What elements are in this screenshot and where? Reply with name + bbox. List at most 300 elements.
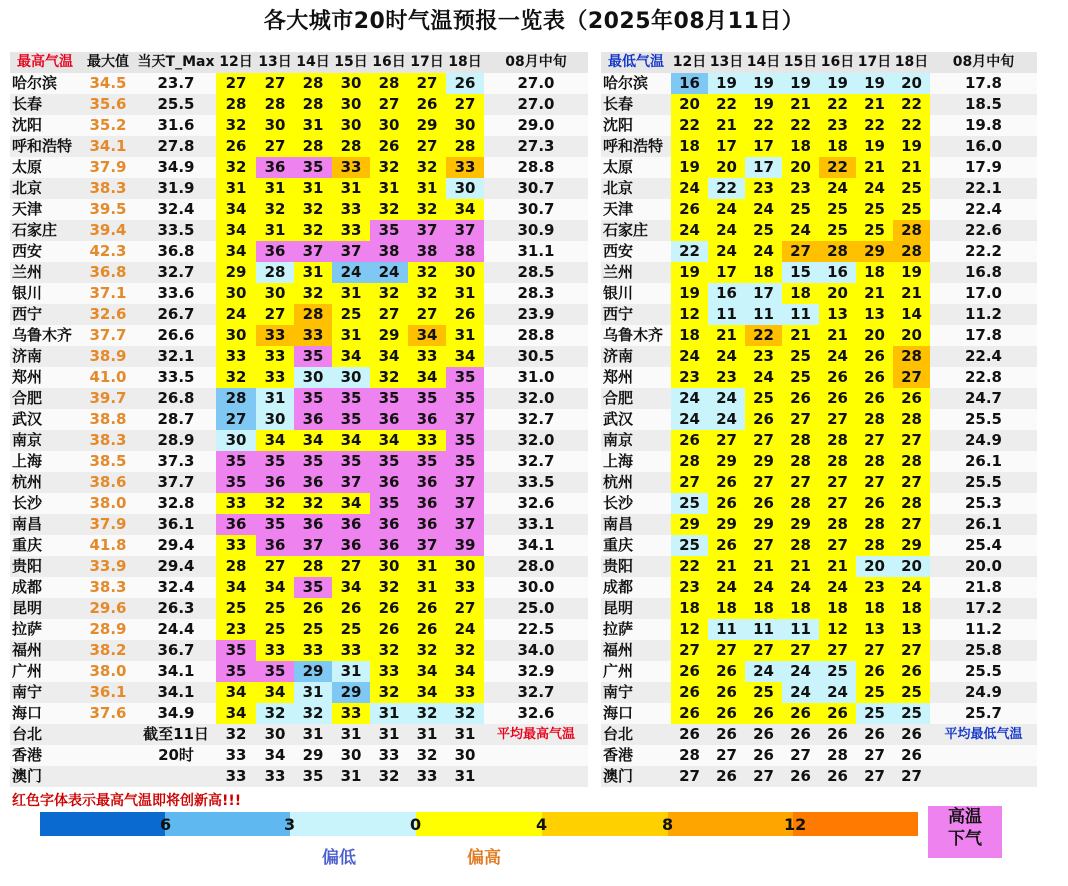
forecast-cell: 27 bbox=[216, 73, 256, 94]
forecast-cell: 23 bbox=[819, 115, 856, 136]
forecast-cell: 31 bbox=[370, 703, 408, 724]
table-row bbox=[601, 325, 1037, 346]
city-name: 哈尔滨 bbox=[10, 73, 80, 94]
forecast-cell: 29 bbox=[294, 661, 332, 682]
forecast-cell: 27 bbox=[893, 514, 930, 535]
forecast-cell: 15 bbox=[782, 262, 819, 283]
forecast-cell: 26 bbox=[782, 703, 819, 724]
forecast-cell: 27 bbox=[408, 304, 446, 325]
record-max-value: 38.2 bbox=[80, 640, 136, 661]
column-header: 18日 bbox=[893, 52, 930, 73]
table-row bbox=[10, 241, 588, 262]
forecast-cell: 26 bbox=[332, 598, 370, 619]
forecast-cell: 28 bbox=[294, 556, 332, 577]
forecast-cell: 35 bbox=[216, 472, 256, 493]
forecast-cell: 33 bbox=[256, 346, 294, 367]
forecast-cell: 27 bbox=[671, 640, 708, 661]
forecast-cell: 30 bbox=[332, 367, 370, 388]
forecast-cell: 24 bbox=[216, 304, 256, 325]
forecast-cell: 36 bbox=[370, 535, 408, 556]
city-name: 杭州 bbox=[10, 472, 80, 493]
forecast-cell: 26 bbox=[294, 598, 332, 619]
forecast-cell: 24 bbox=[782, 577, 819, 598]
table-row bbox=[10, 220, 588, 241]
table-row bbox=[601, 283, 1037, 304]
forecast-cell: 35 bbox=[294, 577, 332, 598]
mid-month-avg: 11.2 bbox=[930, 304, 1037, 325]
forecast-cell: 24 bbox=[819, 577, 856, 598]
forecast-cell: 37 bbox=[446, 493, 484, 514]
table-row bbox=[10, 472, 588, 493]
city-name: 兰州 bbox=[10, 262, 80, 283]
city-name: 长春 bbox=[601, 94, 671, 115]
forecast-cell: 30 bbox=[216, 430, 256, 451]
forecast-cell: 27 bbox=[893, 430, 930, 451]
forecast-cell: 29 bbox=[332, 682, 370, 703]
forecast-cell: 26 bbox=[745, 409, 782, 430]
forecast-cell: 35 bbox=[408, 388, 446, 409]
forecast-cell: 17 bbox=[745, 157, 782, 178]
city-name: 上海 bbox=[10, 451, 80, 472]
record-max-value: 28.9 bbox=[80, 619, 136, 640]
forecast-cell: 32 bbox=[408, 703, 446, 724]
forecast-cell: 28 bbox=[782, 430, 819, 451]
city-name: 南京 bbox=[10, 430, 80, 451]
forecast-cell: 34 bbox=[332, 430, 370, 451]
table-row bbox=[601, 724, 1037, 745]
table-row bbox=[10, 409, 588, 430]
forecast-cell: 35 bbox=[370, 493, 408, 514]
forecast-cell: 33 bbox=[446, 682, 484, 703]
today-max-value: 31.9 bbox=[136, 178, 216, 199]
forecast-cell: 35 bbox=[370, 388, 408, 409]
forecast-cell: 33 bbox=[332, 157, 370, 178]
forecast-cell: 28 bbox=[856, 535, 893, 556]
mid-month-avg: 17.0 bbox=[930, 283, 1037, 304]
city-name: 重庆 bbox=[601, 535, 671, 556]
mid-month-avg: 平均最低气温 bbox=[930, 724, 1037, 745]
forecast-cell: 26 bbox=[856, 346, 893, 367]
record-max-value: 38.9 bbox=[80, 346, 136, 367]
table-row bbox=[601, 409, 1037, 430]
forecast-cell: 26 bbox=[708, 493, 745, 514]
forecast-cell: 36 bbox=[256, 157, 294, 178]
forecast-cell: 25 bbox=[856, 682, 893, 703]
forecast-cell: 28 bbox=[782, 451, 819, 472]
forecast-cell: 25 bbox=[294, 619, 332, 640]
forecast-cell: 23 bbox=[708, 367, 745, 388]
city-name: 济南 bbox=[10, 346, 80, 367]
forecast-cell: 35 bbox=[408, 451, 446, 472]
forecast-cell: 25 bbox=[782, 346, 819, 367]
forecast-cell: 26 bbox=[671, 199, 708, 220]
forecast-cell: 27 bbox=[819, 493, 856, 514]
forecast-cell: 29 bbox=[408, 115, 446, 136]
forecast-cell: 34 bbox=[332, 577, 370, 598]
forecast-cell: 23 bbox=[671, 367, 708, 388]
forecast-cell: 34 bbox=[408, 661, 446, 682]
forecast-cell: 35 bbox=[332, 451, 370, 472]
mid-month-avg: 32.7 bbox=[484, 451, 588, 472]
forecast-cell: 36 bbox=[332, 535, 370, 556]
forecast-cell: 34 bbox=[408, 367, 446, 388]
forecast-cell: 18 bbox=[782, 283, 819, 304]
city-name: 海口 bbox=[10, 703, 80, 724]
record-max-value: 38.8 bbox=[80, 409, 136, 430]
forecast-cell: 33 bbox=[216, 346, 256, 367]
today-max-value: 24.4 bbox=[136, 619, 216, 640]
forecast-cell: 32 bbox=[370, 157, 408, 178]
forecast-cell: 32 bbox=[408, 262, 446, 283]
color-bar-segment bbox=[856, 812, 918, 836]
color-bar-segment bbox=[668, 812, 731, 836]
forecast-cell: 20 bbox=[893, 325, 930, 346]
forecast-cell: 30 bbox=[332, 745, 370, 766]
forecast-cell: 28 bbox=[671, 451, 708, 472]
mid-month-avg: 20.0 bbox=[930, 556, 1037, 577]
forecast-cell: 13 bbox=[856, 619, 893, 640]
color-bar-segment bbox=[416, 812, 479, 836]
forecast-cell: 11 bbox=[745, 304, 782, 325]
forecast-cell: 27 bbox=[782, 745, 819, 766]
today-max-value: 27.8 bbox=[136, 136, 216, 157]
forecast-cell: 24 bbox=[446, 619, 484, 640]
city-name: 武汉 bbox=[10, 409, 80, 430]
forecast-cell: 13 bbox=[819, 304, 856, 325]
forecast-cell: 11 bbox=[708, 304, 745, 325]
forecast-cell: 27 bbox=[408, 136, 446, 157]
table-row bbox=[10, 346, 588, 367]
city-name: 海口 bbox=[601, 703, 671, 724]
forecast-cell: 33 bbox=[216, 493, 256, 514]
forecast-cell: 24 bbox=[819, 346, 856, 367]
mid-month-avg: 29.0 bbox=[484, 115, 588, 136]
mid-month-avg: 28.0 bbox=[484, 556, 588, 577]
city-name: 天津 bbox=[10, 199, 80, 220]
city-name: 广州 bbox=[10, 661, 80, 682]
mid-month-avg: 17.8 bbox=[930, 73, 1037, 94]
mid-month-avg: 25.5 bbox=[930, 472, 1037, 493]
forecast-cell: 27 bbox=[782, 241, 819, 262]
mid-month-avg: 平均最高气温 bbox=[484, 724, 588, 745]
forecast-cell: 27 bbox=[745, 430, 782, 451]
forecast-cell: 31 bbox=[256, 178, 294, 199]
table-row bbox=[601, 640, 1037, 661]
forecast-cell: 36 bbox=[408, 514, 446, 535]
forecast-cell: 26 bbox=[819, 703, 856, 724]
forecast-cell: 13 bbox=[856, 304, 893, 325]
forecast-cell: 22 bbox=[671, 241, 708, 262]
forecast-cell: 20 bbox=[819, 283, 856, 304]
forecast-cell: 22 bbox=[708, 94, 745, 115]
forecast-cell: 37 bbox=[294, 241, 332, 262]
table-row bbox=[10, 325, 588, 346]
record-max-value: 36.1 bbox=[80, 682, 136, 703]
city-name: 香港 bbox=[10, 745, 80, 766]
city-name: 哈尔滨 bbox=[601, 73, 671, 94]
max-temp-table bbox=[10, 52, 588, 787]
table-row bbox=[10, 766, 588, 787]
mid-month-avg: 17.9 bbox=[930, 157, 1037, 178]
forecast-cell: 25 bbox=[332, 304, 370, 325]
mid-month-avg: 23.9 bbox=[484, 304, 588, 325]
today-max-value: 37.7 bbox=[136, 472, 216, 493]
forecast-cell: 36 bbox=[256, 241, 294, 262]
mid-month-avg: 18.5 bbox=[930, 94, 1037, 115]
forecast-cell: 28 bbox=[819, 451, 856, 472]
forecast-cell: 26 bbox=[671, 703, 708, 724]
forecast-cell: 36 bbox=[370, 409, 408, 430]
forecast-cell: 30 bbox=[332, 115, 370, 136]
forecast-cell: 33 bbox=[332, 199, 370, 220]
forecast-cell: 29 bbox=[216, 262, 256, 283]
min-temp-table bbox=[601, 52, 1037, 787]
forecast-cell: 30 bbox=[216, 283, 256, 304]
forecast-cell: 31 bbox=[370, 178, 408, 199]
column-header: 15日 bbox=[332, 52, 370, 73]
color-bar-segment bbox=[102, 812, 165, 836]
city-name: 郑州 bbox=[601, 367, 671, 388]
city-name: 兰州 bbox=[601, 262, 671, 283]
forecast-cell: 21 bbox=[893, 283, 930, 304]
forecast-cell: 32 bbox=[216, 115, 256, 136]
forecast-cell: 31 bbox=[216, 178, 256, 199]
city-name: 北京 bbox=[601, 178, 671, 199]
today-max-value: 36.7 bbox=[136, 640, 216, 661]
forecast-cell: 28 bbox=[893, 220, 930, 241]
forecast-cell: 25 bbox=[782, 367, 819, 388]
today-max-value: 20时 bbox=[136, 745, 216, 766]
forecast-cell: 27 bbox=[708, 640, 745, 661]
forecast-cell: 35 bbox=[294, 388, 332, 409]
color-bar-segment bbox=[165, 812, 228, 836]
mid-month-avg bbox=[484, 745, 588, 766]
forecast-cell: 22 bbox=[819, 157, 856, 178]
mid-month-avg: 25.7 bbox=[930, 703, 1037, 724]
forecast-cell: 21 bbox=[782, 325, 819, 346]
city-name: 北京 bbox=[10, 178, 80, 199]
forecast-cell: 27 bbox=[446, 598, 484, 619]
table-row bbox=[10, 136, 588, 157]
forecast-cell: 18 bbox=[708, 598, 745, 619]
forecast-cell: 30 bbox=[370, 556, 408, 577]
record-max-value: 35.2 bbox=[80, 115, 136, 136]
forecast-cell: 27 bbox=[893, 766, 930, 787]
column-header: 16日 bbox=[819, 52, 856, 73]
forecast-cell: 26 bbox=[671, 724, 708, 745]
forecast-cell: 37 bbox=[446, 409, 484, 430]
forecast-cell: 32 bbox=[370, 199, 408, 220]
forecast-cell: 35 bbox=[294, 346, 332, 367]
record-max-value: 39.7 bbox=[80, 388, 136, 409]
city-name: 太原 bbox=[601, 157, 671, 178]
city-name: 呼和浩特 bbox=[601, 136, 671, 157]
city-name: 成都 bbox=[601, 577, 671, 598]
forecast-cell: 31 bbox=[408, 724, 446, 745]
forecast-cell: 31 bbox=[256, 220, 294, 241]
forecast-cell: 27 bbox=[256, 304, 294, 325]
forecast-cell: 26 bbox=[893, 724, 930, 745]
forecast-cell: 18 bbox=[671, 598, 708, 619]
forecast-cell: 36 bbox=[256, 472, 294, 493]
table-row bbox=[10, 115, 588, 136]
color-bar-segment bbox=[542, 812, 605, 836]
forecast-cell: 32 bbox=[256, 493, 294, 514]
forecast-cell: 35 bbox=[446, 430, 484, 451]
forecast-cell: 19 bbox=[856, 73, 893, 94]
forecast-cell: 26 bbox=[708, 682, 745, 703]
today-max-value: 26.8 bbox=[136, 388, 216, 409]
mid-month-avg: 22.4 bbox=[930, 346, 1037, 367]
today-max-value: 23.7 bbox=[136, 73, 216, 94]
forecast-cell: 27 bbox=[671, 766, 708, 787]
forecast-cell: 36 bbox=[216, 514, 256, 535]
city-name: 拉萨 bbox=[10, 619, 80, 640]
forecast-cell: 38 bbox=[446, 241, 484, 262]
table-row bbox=[10, 73, 588, 94]
forecast-cell: 33 bbox=[216, 766, 256, 787]
today-max-value: 32.1 bbox=[136, 346, 216, 367]
forecast-cell: 28 bbox=[370, 73, 408, 94]
table-row bbox=[10, 577, 588, 598]
forecast-cell: 25 bbox=[856, 220, 893, 241]
forecast-cell: 18 bbox=[671, 325, 708, 346]
forecast-cell: 35 bbox=[370, 220, 408, 241]
today-max-value: 28.7 bbox=[136, 409, 216, 430]
table-row bbox=[10, 619, 588, 640]
forecast-cell: 30 bbox=[216, 325, 256, 346]
record-max-value: 38.0 bbox=[80, 493, 136, 514]
forecast-cell: 34 bbox=[256, 682, 294, 703]
city-name: 南宁 bbox=[10, 682, 80, 703]
forecast-cell: 27 bbox=[856, 745, 893, 766]
forecast-cell: 30 bbox=[256, 283, 294, 304]
record-max-value: 38.3 bbox=[80, 178, 136, 199]
forecast-cell: 21 bbox=[893, 157, 930, 178]
forecast-cell: 38 bbox=[408, 241, 446, 262]
city-name: 南昌 bbox=[10, 514, 80, 535]
forecast-cell: 33 bbox=[294, 640, 332, 661]
table-row bbox=[601, 241, 1037, 262]
forecast-cell: 22 bbox=[856, 115, 893, 136]
forecast-cell: 30 bbox=[446, 262, 484, 283]
forecast-cell: 37 bbox=[408, 220, 446, 241]
forecast-cell: 20 bbox=[893, 73, 930, 94]
forecast-cell: 34 bbox=[256, 430, 294, 451]
forecast-cell: 22 bbox=[782, 115, 819, 136]
column-header: 18日 bbox=[446, 52, 484, 73]
forecast-cell: 23 bbox=[856, 577, 893, 598]
column-header: 13日 bbox=[708, 52, 745, 73]
record-max-value: 38.3 bbox=[80, 430, 136, 451]
forecast-cell: 35 bbox=[446, 388, 484, 409]
forecast-cell: 33 bbox=[408, 430, 446, 451]
column-header: 16日 bbox=[370, 52, 408, 73]
forecast-cell: 26 bbox=[708, 724, 745, 745]
forecast-cell: 27 bbox=[782, 409, 819, 430]
column-header: 13日 bbox=[256, 52, 294, 73]
forecast-cell: 34 bbox=[408, 325, 446, 346]
mid-month-avg: 28.5 bbox=[484, 262, 588, 283]
forecast-cell: 30 bbox=[446, 178, 484, 199]
forecast-cell: 22 bbox=[819, 94, 856, 115]
today-max-value: 33.5 bbox=[136, 367, 216, 388]
color-bar-segment bbox=[605, 812, 668, 836]
forecast-cell: 24 bbox=[671, 346, 708, 367]
forecast-cell: 34 bbox=[216, 220, 256, 241]
table-row bbox=[10, 451, 588, 472]
table-row bbox=[601, 598, 1037, 619]
today-max-value: 34.9 bbox=[136, 157, 216, 178]
table-row bbox=[10, 535, 588, 556]
city-name: 石家庄 bbox=[601, 220, 671, 241]
today-max-value: 37.3 bbox=[136, 451, 216, 472]
forecast-cell: 35 bbox=[332, 388, 370, 409]
column-header: 最高气温 bbox=[10, 52, 80, 73]
forecast-cell: 21 bbox=[819, 556, 856, 577]
forecast-cell: 27 bbox=[745, 472, 782, 493]
forecast-cell: 25 bbox=[332, 619, 370, 640]
forecast-cell: 24 bbox=[708, 220, 745, 241]
forecast-cell: 26 bbox=[893, 661, 930, 682]
forecast-cell: 24 bbox=[782, 682, 819, 703]
record-max-value: 41.0 bbox=[80, 367, 136, 388]
forecast-cell: 33 bbox=[446, 577, 484, 598]
forecast-cell: 35 bbox=[294, 766, 332, 787]
forecast-cell: 24 bbox=[332, 262, 370, 283]
forecast-cell: 23 bbox=[216, 619, 256, 640]
forecast-cell: 27 bbox=[893, 640, 930, 661]
forecast-cell: 34 bbox=[216, 241, 256, 262]
forecast-cell: 28 bbox=[256, 262, 294, 283]
forecast-cell: 24 bbox=[745, 577, 782, 598]
today-max-value: 34.9 bbox=[136, 703, 216, 724]
table-row bbox=[601, 661, 1037, 682]
forecast-cell: 24 bbox=[819, 682, 856, 703]
forecast-cell: 26 bbox=[819, 388, 856, 409]
forecast-cell: 27 bbox=[856, 766, 893, 787]
forecast-cell: 26 bbox=[856, 367, 893, 388]
forecast-cell: 24 bbox=[856, 178, 893, 199]
column-header: 当天T_Max bbox=[136, 52, 216, 73]
forecast-cell: 32 bbox=[256, 199, 294, 220]
forecast-cell: 34 bbox=[216, 682, 256, 703]
column-header: 17日 bbox=[408, 52, 446, 73]
warning-note: 红色字体表示最高气温即将创新高!!! bbox=[12, 793, 242, 809]
city-name: 南宁 bbox=[601, 682, 671, 703]
forecast-cell: 35 bbox=[446, 367, 484, 388]
forecast-cell: 31 bbox=[370, 724, 408, 745]
record-max-value: 35.6 bbox=[80, 94, 136, 115]
forecast-cell: 19 bbox=[782, 73, 819, 94]
table-row bbox=[10, 157, 588, 178]
mid-month-avg: 30.9 bbox=[484, 220, 588, 241]
forecast-cell: 26 bbox=[446, 73, 484, 94]
forecast-cell: 27 bbox=[782, 640, 819, 661]
forecast-cell: 30 bbox=[332, 73, 370, 94]
city-name: 长春 bbox=[10, 94, 80, 115]
forecast-cell: 34 bbox=[446, 661, 484, 682]
city-name: 重庆 bbox=[10, 535, 80, 556]
forecast-cell: 31 bbox=[408, 577, 446, 598]
mid-month-avg: 32.7 bbox=[484, 409, 588, 430]
today-max-value: 26.6 bbox=[136, 325, 216, 346]
mid-month-avg: 30.7 bbox=[484, 178, 588, 199]
forecast-cell: 19 bbox=[745, 94, 782, 115]
mid-month-avg: 24.9 bbox=[930, 430, 1037, 451]
record-max-value: 29.6 bbox=[80, 598, 136, 619]
forecast-cell: 35 bbox=[256, 661, 294, 682]
